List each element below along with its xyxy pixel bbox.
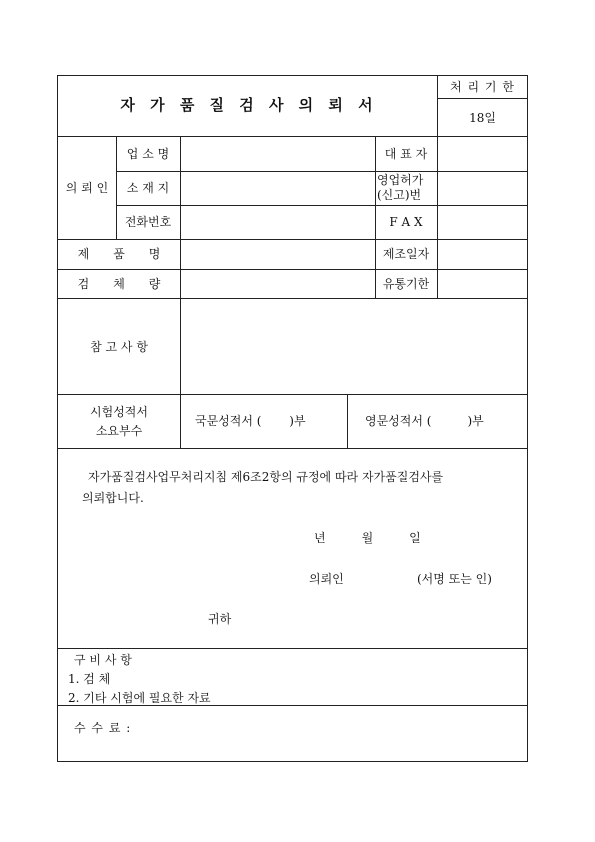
required-documents-title: 구 비 사 항 [74, 653, 132, 667]
product-name-label: 제 품 명 [77, 247, 161, 261]
phone-label: 전화번호 [124, 215, 172, 229]
divider [58, 269, 528, 270]
statement-line2: 의뢰합니다. [82, 491, 144, 505]
representative-label: 대 표 자 [384, 147, 428, 161]
processing-period-value: 18일 [469, 111, 496, 125]
divider [437, 136, 438, 299]
expiry-label: 유통기한 [382, 277, 430, 291]
divider [58, 136, 528, 137]
divider [58, 394, 528, 395]
requester-sign-label: 의뢰인 [309, 572, 344, 586]
divider [58, 705, 528, 706]
requester-group-label: 의 뢰 인 [65, 181, 109, 195]
sample-quantity-label: 검 체 량 [77, 277, 161, 291]
remarks-label: 참 고 사 항 [90, 340, 148, 354]
license-label-line1: 영업허가 [377, 173, 424, 187]
divider [347, 394, 348, 449]
report-copies-label-line1: 시험성적서 [90, 405, 148, 419]
divider [58, 648, 528, 649]
form-title: 자 가 품 질 검 사 의 뢰 서 [120, 96, 375, 114]
address-label: 소 재 지 [126, 181, 170, 195]
license-label-line2: (신고)번 [377, 188, 422, 202]
processing-period-label: 처 리 기 한 [450, 80, 515, 94]
fax-label: F A X [389, 215, 423, 229]
divider [116, 205, 528, 206]
mfg-date-label: 제조일자 [382, 247, 430, 261]
divider [437, 98, 528, 99]
addressee: 귀하 [208, 612, 232, 626]
divider [58, 448, 528, 449]
business-name-label: 업 소 명 [126, 147, 170, 161]
divider [116, 171, 528, 172]
divider [58, 239, 528, 240]
fee-label: 수 수 료 : [74, 721, 132, 735]
date-line: 년 월 일 [314, 531, 421, 545]
required-document-item: 1. 검 체 [68, 672, 111, 686]
signature-note: (서명 또는 인) [417, 572, 492, 586]
divider [58, 298, 528, 299]
divider [180, 136, 181, 449]
required-document-item: 2. 기타 시험에 필요한 자료 [68, 691, 211, 705]
korean-report-copies: 국문성적서 ( )부 [195, 414, 306, 428]
report-copies-label-line2: 소요부수 [95, 424, 143, 438]
request-form [57, 75, 528, 762]
statement-line1: 자가품질검사업무처리지침 제6조2항의 규정에 따라 자가품질검사를 [88, 470, 444, 484]
english-report-copies: 영문성적서 ( )부 [365, 414, 484, 428]
